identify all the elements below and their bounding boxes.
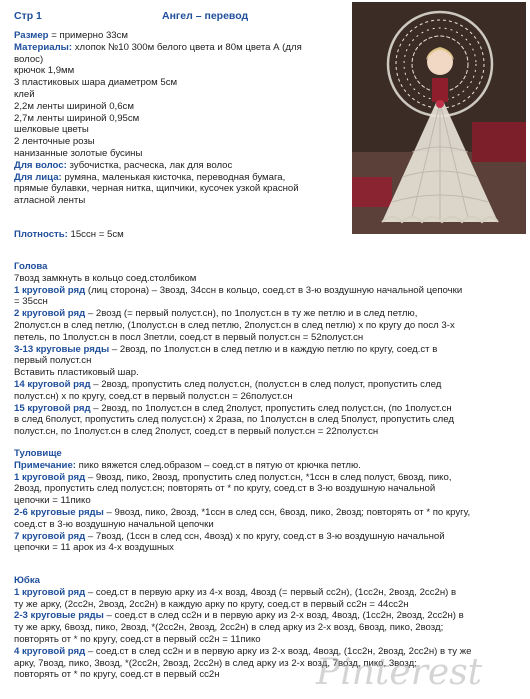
text-segment: – 9возд, пико, 2возд, *1ссн в след ссн, 6возд, пико, 2возд; повторять от * по кругу, — [103, 506, 471, 518]
text-segment: полуст.сн, по 1полуст.сн в след 2полуст, соед.ст в первый полуст.сн = 22полуст.сн — [14, 426, 379, 438]
body-line — [14, 507, 470, 519]
text-segment: – соед.ст в след сс2н и в первую арку из 2-х возд, 4возд, (1сс2н, 2возд, 2сс2н) в ту же — [85, 645, 472, 657]
head-line — [14, 308, 462, 320]
skirt-line — [14, 575, 472, 587]
text-segment: прямые булавки, черная нитка, щипчики, кусочек узкой красной — [14, 183, 299, 195]
intro-line — [14, 172, 302, 184]
intro-line — [14, 148, 302, 160]
text-segment: румяна, маленькая кисточка, переводная бумага, — [61, 171, 286, 183]
text-segment: в след 6полуст, пропустить след полуст.сн) х 2раза, по 1полуст.сн в след 5полуст, пропустить след — [14, 414, 454, 426]
intro-line — [14, 183, 302, 195]
skirt-line — [14, 669, 472, 681]
skirt-line — [14, 599, 472, 611]
section-label: Юбка — [14, 575, 40, 586]
text-segment: – 2возд (= первый полуст.сн), по 1полуст.сн в ту же петлю и в след петлю, — [85, 308, 418, 320]
watermark-logo: Pinterest — [316, 652, 483, 693]
text-segment: клей — [14, 88, 35, 100]
text-segment: арку, 7возд, пико, 3возд, *(2сс2н, 2возд, 2сс2н) в след арку из 2-х возд, 7возд, пико, 3возд; — [14, 657, 417, 669]
section-label: Для лица: — [14, 171, 62, 183]
intro-line — [14, 54, 302, 66]
text-segment: – 2возд, пропустить след полуст.сн, (полуст.сн в след полуст, пропустить след — [90, 378, 442, 390]
section-label: 1 круговой ряд — [14, 284, 86, 296]
intro-line — [14, 65, 302, 77]
body-line — [14, 472, 470, 484]
text-segment: полуст.сн) х по кругу, соед.ст в первый полуст.сн = 26полуст.сн — [14, 390, 293, 402]
section-label: 2-3 круговые ряды — [14, 610, 104, 622]
text-segment: 7возд замкнуть в кольцо соед.столбиком — [14, 272, 197, 284]
section-label: 2 круговой ряд — [14, 308, 86, 320]
skirt-line — [14, 610, 472, 622]
crochet-angel-image — [352, 2, 526, 234]
density-line — [14, 229, 124, 241]
head-line — [14, 414, 462, 426]
intro-line — [14, 42, 302, 54]
body-line — [14, 542, 470, 554]
section-label: Для волос: — [14, 159, 67, 171]
head-line — [14, 320, 462, 332]
body-line — [14, 519, 470, 531]
section-label: 14 круговой ряд — [14, 378, 91, 390]
head-line — [14, 285, 462, 297]
text-segment: 3 пластиковых шара диаметром 5см — [14, 77, 178, 89]
body-section — [14, 448, 470, 554]
head-line — [14, 273, 462, 285]
page-title: Ангел – перевод — [162, 10, 249, 22]
head-line — [14, 426, 462, 438]
head-section — [14, 261, 462, 438]
text-segment: – 7возд, (1ссн в след ссн, 4возд) х по кругу, соед.ст в 3-ю воздушную начальной — [85, 530, 445, 542]
text-segment: ту же арку, (2сс2н, 2возд, 2сс2н) в каждую арку по кругу, соед.ст в первый сс2н = 44сс2н — [14, 598, 409, 610]
head-line — [14, 367, 462, 379]
section-label: Размер — [14, 30, 49, 41]
text-segment: – 9возд, пико, 2возд, пропустить след полуст.сн, *1ссн в след полуст, 6возд, пико, — [85, 471, 452, 483]
body-line — [14, 448, 470, 460]
text-segment: повторять от * по кругу, соед.ст в первый сс2н = 11пико — [14, 633, 261, 645]
text-segment: (лиц сторона) – 3возд, 34ссн в кольцо, соед.ст в 3-ю воздушную начальной цепочки — [85, 284, 463, 296]
skirt-line — [14, 646, 472, 658]
section-label: 1 круговой ряд — [14, 586, 86, 598]
head-line — [14, 355, 462, 367]
text-segment: повторять от * по кругу, соед.ст в первый сс2н — [14, 669, 220, 681]
text-segment: атласной ленты — [14, 195, 86, 207]
section-label: 3-13 круговые ряды — [14, 343, 110, 355]
text-segment: – соед.ст в след сс2н и в первую арку из 2-х возд, 4возд, (1сс2н, 2возд, 2сс2н) в — [103, 610, 464, 622]
text-segment: Вставить пластиковый шар. — [14, 367, 139, 379]
text-segment: зубочистка, расческа, лак для волос — [66, 159, 233, 171]
section-label: Голова — [14, 261, 48, 272]
text-segment: 2 ленточные розы — [14, 136, 95, 148]
intro-line — [14, 124, 302, 136]
head-line — [14, 332, 462, 344]
head-line — [14, 296, 462, 308]
body-line — [14, 460, 470, 472]
intro-line — [14, 30, 302, 42]
text-segment: 2,7м ленты шириной 0,95см — [14, 112, 140, 124]
section-label: Туловище — [14, 448, 62, 459]
intro-line — [14, 160, 302, 172]
section-label: 4 круговой ряд — [14, 645, 86, 657]
text-segment: пико вяжется след.образом – соед.ст в пятую от крючка петлю. — [75, 459, 361, 471]
intro-line — [14, 77, 302, 89]
section-label: 1 круговой ряд — [14, 471, 86, 483]
text-segment: 2возд, пропустить след полуст.сн; повторять от * по кругу, соед.ст в 3-ю воздушную начальной — [14, 483, 436, 495]
intro-line — [14, 101, 302, 113]
head-line — [14, 403, 462, 415]
skirt-line — [14, 587, 472, 599]
head-line — [14, 379, 462, 391]
text-segment: цепочки = 11пико — [14, 495, 91, 507]
text-segment: петель, по 1полуст.сн в посл 3петли, соед.ст в первый полуст.сн = 52полуст.сн — [14, 331, 364, 343]
text-segment: шелковые цветы — [14, 124, 89, 136]
text-segment: волос) — [14, 53, 44, 65]
text-segment: 2полуст.сн в след петлю, (1полуст.сн в след петлю, 2полуст.сн в след петлю) х по кругу до посл 3-х — [14, 319, 455, 331]
text-segment: – 2возд, по 1полуст.сн в след 2полуст, пропустить след полуст.сн, (по 1полуст.сн — [90, 402, 452, 414]
section-label: Материалы: — [14, 41, 73, 53]
section-label: Плотность: — [14, 229, 68, 240]
materials-section — [14, 30, 302, 207]
text-segment: нанизанные золотые бусины — [14, 147, 143, 159]
skirt-line — [14, 634, 472, 646]
intro-line — [14, 89, 302, 101]
text-segment: соед.ст в 3-ю воздушную начальной цепочки — [14, 518, 214, 530]
density-section — [14, 229, 124, 241]
text-segment: хлопок №10 300м белого цвета и 80м цвета А (для — [72, 41, 302, 53]
text-segment: первый полуст.сн — [14, 355, 92, 367]
page-number: Стр 1 — [14, 10, 42, 22]
text-segment: – соед.ст в первую арку из 4-х возд, 4возд (= первый сс2н), (1сс2н, 2возд, 2сс2н) в — [85, 586, 457, 598]
skirt-section — [14, 575, 472, 681]
intro-line — [14, 136, 302, 148]
body-line — [14, 495, 470, 507]
text-segment: ту же арку, 6возд, пико, 2возд, *(2сс2н, 2возд, 2сс2н) в след арку из 2-х возд, 6возд, пико, 2возд; — [14, 622, 444, 634]
text-segment: цепочки = 11 арок из 4-х воздушных — [14, 542, 174, 554]
section-label: Примечание: — [14, 459, 76, 471]
text-segment: = примерно 33см — [48, 30, 129, 41]
head-line — [14, 344, 462, 356]
head-line — [14, 261, 462, 273]
skirt-line — [14, 658, 472, 670]
angel-photo — [352, 2, 526, 234]
section-label: 2-6 круговые ряды — [14, 506, 104, 518]
head-line — [14, 391, 462, 403]
section-label: 7 круговой ряд — [14, 530, 86, 542]
body-line — [14, 483, 470, 495]
intro-line — [14, 113, 302, 125]
text-segment: = 35ссн — [14, 296, 48, 308]
body-line — [14, 531, 470, 543]
text-segment: – 2возд, по 1полуст.сн в след петлю и в каждую петлю по кругу, соед.ст в — [109, 343, 438, 355]
intro-line — [14, 195, 302, 207]
section-label: 15 круговой ряд — [14, 402, 91, 414]
text-segment: крючок 1,9мм — [14, 65, 75, 77]
text-segment: 2,2м ленты шириной 0,6см — [14, 100, 134, 112]
skirt-line — [14, 622, 472, 634]
text-segment: 15ссн = 5см — [67, 229, 124, 240]
